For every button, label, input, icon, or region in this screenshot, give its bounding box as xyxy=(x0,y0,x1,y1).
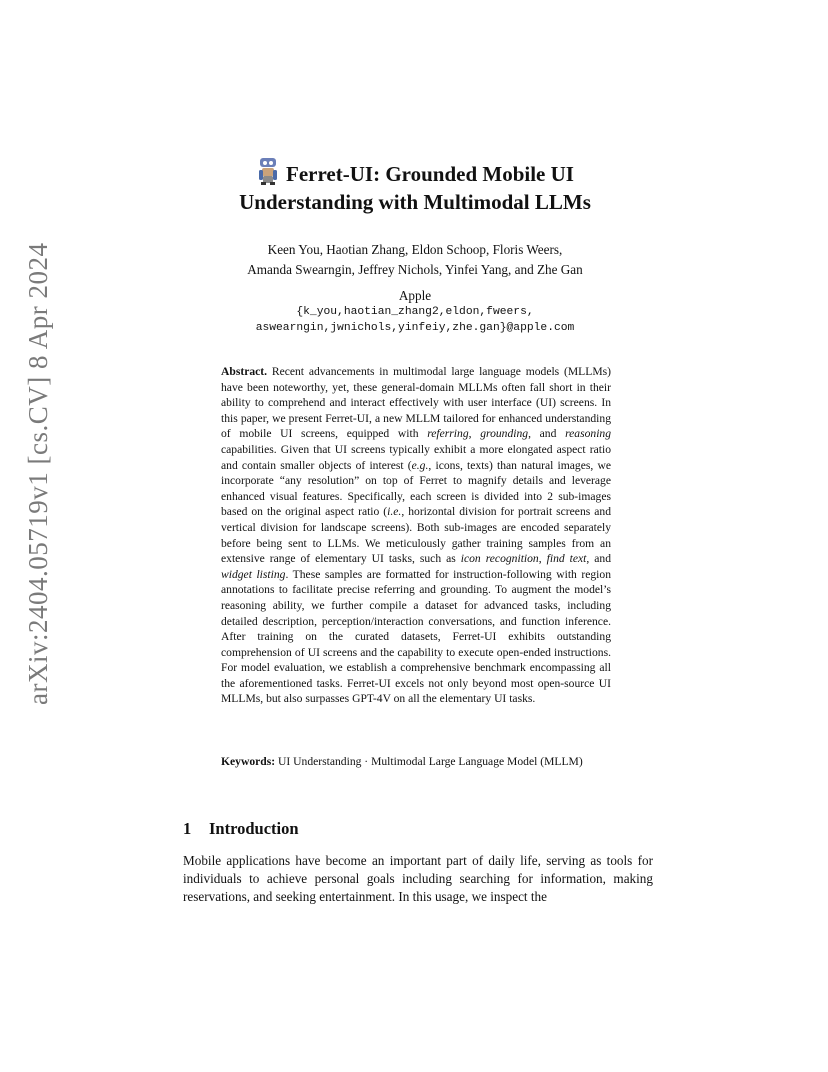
arxiv-identifier: arXiv:2404.05719v1 [cs.CV] 8 Apr 2024 xyxy=(23,242,53,705)
section-heading xyxy=(183,818,299,840)
abstract-text: Recent advancements in multimodal large language models (MLLMs) have been noteworthy, yet, these general-domain MLLMs often fall short in their ability to comprehend and interact effectively with user interface (UI) screens. In this paper, we present Ferret-UI, a new MLLM tailored for enhanced understanding of mobile UI screens, equipped with xyxy=(221,365,611,441)
abstract-text: . These samples are formatted for instruction-following with region annotations to facilitate precise referring and grounding. To augment the model’s reasoning ability, we further compile a dataset for advanced tasks, including detailed description, perception/interaction conversations, and function inference. After training on the curated datasets, Ferret-UI exhibits outstanding comprehension of UI screens and the capability to execute open-ended instructions. For model evaluation, we establish a comprehensive benchmark encompassing all the aforementioned tasks. Ferret-UI excels not only beyond most open-source UI MLLMs, but also surpasses GPT-4V on all the elementary UI tasks. xyxy=(221,567,611,706)
paper-title xyxy=(170,156,660,216)
keywords xyxy=(221,754,661,770)
abstract-emphasis: find text xyxy=(546,552,587,566)
abstract-emphasis: reasoning xyxy=(565,427,612,441)
abstract-emphasis: referring xyxy=(427,427,469,441)
abstract-text: , xyxy=(468,427,472,441)
abstract-text: , xyxy=(538,552,542,566)
title-line-1: Ferret-UI: Grounded Mobile UI xyxy=(286,162,574,186)
affiliation: Apple xyxy=(398,288,432,303)
email-line-2: aswearngin,jwnichols,yinfeiy,zhe.gan}@apple.com xyxy=(255,322,575,334)
abstract-label: Abstract. xyxy=(221,365,268,378)
keywords-text: UI Understanding · Multimodal Large Language Model (MLLM) xyxy=(278,755,583,768)
abstract-text: , icons, texts) than natural images, we incorporate “any resolution” on top of Ferret to magnify details and leverage enhanced visual features. Specifically, each screen is divided into 2 sub-images based on the original aspect ratio ( xyxy=(221,458,611,519)
authors-line-1: Keen You, Haotian Zhang, Eldon Schoop, Floris Weers, xyxy=(267,242,563,257)
abstract-emphasis: grounding xyxy=(480,427,529,441)
abstract-emphasis: icon recognition xyxy=(460,552,539,566)
email-line-1: {k_you,haotian_zhang2,eldon,fweers, xyxy=(296,306,534,318)
abstract-emphasis: i.e. xyxy=(387,505,402,519)
section-number: 1 xyxy=(183,819,192,838)
ferret-logo-icon xyxy=(256,156,280,186)
keywords-label: Keywords: xyxy=(221,755,276,768)
abstract-text: , and xyxy=(586,552,611,566)
abstract-text: , and xyxy=(528,427,557,441)
abstract-text: capabilities. Given that UI screens typically exhibit a more elongated aspect ratio and contain smaller objects of interest ( xyxy=(221,442,611,472)
author-list xyxy=(170,240,660,280)
abstract-emphasis: e.g. xyxy=(411,458,429,472)
abstract-emphasis: widget listing xyxy=(221,567,286,581)
title-line-2: Understanding with Multimodal LLMs xyxy=(239,190,591,214)
abstract xyxy=(221,364,611,707)
affiliation-block xyxy=(170,287,660,336)
abstract-text: , horizontal division for portrait screens and vertical division for landscape screens). Both sub-images are encoded separately before being sent to LLMs. We meticulously gather training samples from an extensive range of elementary UI tasks, such as xyxy=(221,505,611,566)
section-title: Introduction xyxy=(209,819,299,838)
intro-paragraph: Mobile applications have become an important part of daily life, serving as tools for individuals to achieve personal goals including searching for information, making reservations, and seeking entertainment. In this usage, we inspect the xyxy=(183,853,653,904)
authors-line-2: Amanda Swearngin, Jeffrey Nichols, Yinfei Yang, and Zhe Gan xyxy=(247,262,583,277)
